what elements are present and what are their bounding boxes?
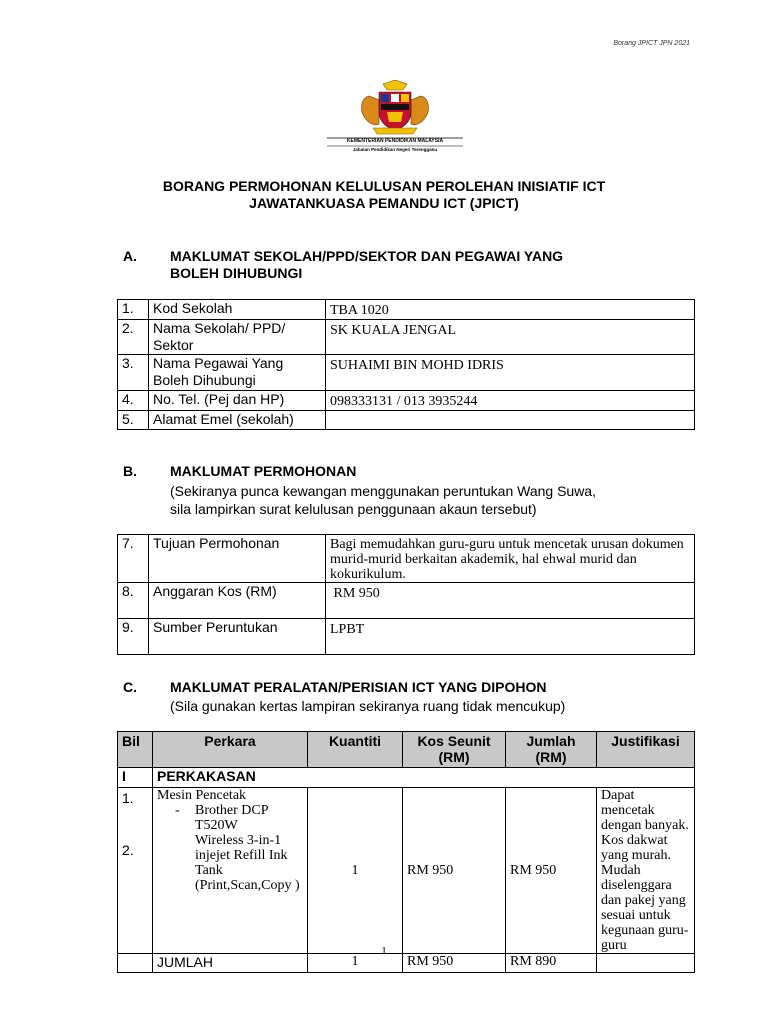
table-row	[118, 391, 695, 411]
table-row	[118, 355, 695, 391]
table-row	[118, 535, 695, 583]
section-a-title-line1: MAKLUMAT SEKOLAH/PPD/SEKTOR DAN PEGAWAI YANG	[170, 248, 564, 264]
item-description	[153, 788, 308, 954]
section-a-letter: A.	[123, 248, 137, 264]
row-label: Nama Pegawai Yang Boleh Dihubungi	[149, 355, 326, 391]
col-kos-seunit	[403, 732, 506, 768]
total-label: JUMLAH	[153, 954, 308, 973]
sumber-peruntukan-value: LPBT	[326, 619, 695, 655]
form-title-line1: BORANG PERMOHONAN KELULUSAN PEROLEHAN INISIATIF ICT	[162, 178, 606, 194]
category-row	[118, 768, 695, 788]
col-jumlah-line1: Jumlah	[526, 733, 576, 749]
col-perkara: Perkara	[153, 732, 308, 768]
row-number: 5.	[118, 411, 149, 430]
category-bil: I	[118, 768, 153, 788]
col-kuantiti: Kuantiti	[308, 732, 403, 768]
item-bil-1: 1.	[122, 790, 134, 806]
total-kuantiti: 1	[308, 954, 403, 973]
section-b-note-line2: sila lampirkan surat kelulusan penggunaan akaun tersebut)	[170, 501, 537, 517]
row-label: Kod Sekolah	[149, 300, 326, 320]
tujuan-permohonan-value: Bagi memudahkan guru-guru untuk mencetak urusan dokumen murid-murid berkaitan akademik, hal ehwal murid dan kokurikulum.	[326, 535, 695, 583]
no-tel-value: 098333131 / 013 3935244	[326, 391, 695, 411]
row-label: Alamat Emel (sekolah)	[149, 411, 326, 430]
row-label: Anggaran Kos (RM)	[149, 583, 326, 619]
row-label: Sumber Peruntukan	[149, 619, 326, 655]
section-b-note-line1: (Sekiranya punca kewangan menggunakan peruntukan Wang Suwa,	[170, 483, 596, 499]
item-kuantiti: 1	[308, 788, 403, 954]
equipment-table	[117, 731, 695, 973]
item-spec	[157, 803, 303, 893]
row-label: Tujuan Permohonan	[149, 535, 326, 583]
school-info-table	[117, 299, 695, 430]
nama-sekolah-value: SK KUALA JENGAL	[326, 320, 695, 355]
row-label: No. Tel. (Pej dan HP)	[149, 391, 326, 411]
row-number: 9.	[118, 619, 149, 655]
col-kos-line2: (RM)	[438, 749, 470, 765]
table-row	[118, 300, 695, 320]
item-jumlah: RM 950	[506, 788, 597, 954]
item-spec-line3: injejet Refill Ink	[195, 848, 288, 863]
item-bil	[118, 788, 153, 954]
col-bil: Bil	[118, 732, 153, 768]
nama-pegawai-value: SUHAIMI BIN MOHD IDRIS	[326, 355, 695, 391]
table-row	[118, 583, 695, 619]
logo-ministry-name: KEMENTERIAN PENDIDIKAN MALAYSIA	[346, 138, 444, 144]
item-spec-line2: Wireless 3-in-1	[195, 833, 282, 848]
table-row	[118, 619, 695, 655]
logo-department-name: Jabatan Pendidikan Negeri Terengganu	[352, 147, 438, 152]
row-label: Nama Sekolah/ PPD/ Sektor	[149, 320, 326, 355]
section-b-title: MAKLUMAT PERMOHONAN	[170, 463, 357, 479]
kod-sekolah-value: TBA 1020	[326, 300, 695, 320]
col-jumlah	[506, 732, 597, 768]
total-jumlah: RM 890	[506, 954, 597, 973]
item-spec-line1: Brother DCP T520W	[195, 803, 268, 833]
row-number: 1.	[118, 300, 149, 320]
col-jumlah-line2: (RM)	[535, 749, 567, 765]
row-number: 7.	[118, 535, 149, 583]
section-a-title-line2: BOLEH DIHUBUNGI	[170, 265, 303, 281]
table-row	[118, 788, 695, 954]
item-spec-line5: (Print,Scan,Copy )	[195, 878, 300, 893]
row-number: 8.	[118, 583, 149, 619]
item-bil-2: 2.	[122, 842, 134, 858]
row-number: 3.	[118, 355, 149, 391]
category-name: PERKAKASAN	[153, 768, 695, 788]
application-info-table	[117, 534, 695, 655]
section-c-title: MAKLUMAT PERALATAN/PERISIAN ICT YANG DIPOHON	[170, 679, 547, 695]
row-number: 4.	[118, 391, 149, 411]
row-number: 2.	[118, 320, 149, 355]
section-c-letter: C.	[123, 679, 137, 695]
page-number: 1	[381, 945, 387, 957]
col-kos-line1: Kos Seunit	[417, 733, 491, 749]
table-row	[118, 320, 695, 355]
item-dash: -	[175, 803, 180, 818]
section-c-note: (Sila gunakan kertas lampiran sekiranya ruang tidak mencukup)	[170, 698, 566, 714]
alamat-emel-value	[326, 411, 695, 430]
total-kos: RM 950	[403, 954, 506, 973]
form-reference: Borang JPICT JPN 2021	[613, 40, 690, 47]
section-b-letter: B.	[123, 463, 137, 479]
col-justifikasi: Justifikasi	[597, 732, 695, 768]
item-spec-line4: Tank	[195, 863, 223, 878]
anggaran-kos-value: RM 950	[326, 583, 695, 619]
item-kos: RM 950	[403, 788, 506, 954]
form-title-line2: JAWATANKUASA PEMANDU ICT (JPICT)	[249, 195, 519, 211]
ministry-logo	[325, 80, 465, 158]
table-row	[118, 411, 695, 430]
table-header-row	[118, 732, 695, 768]
item-justifikasi: Dapat mencetak dengan banyak. Kos dakwat yang murah. Mudah diselenggara dan pakej yang sesuai untuk kegunaan guru-guru	[597, 788, 695, 954]
item-title: Mesin Pencetak	[157, 788, 247, 803]
